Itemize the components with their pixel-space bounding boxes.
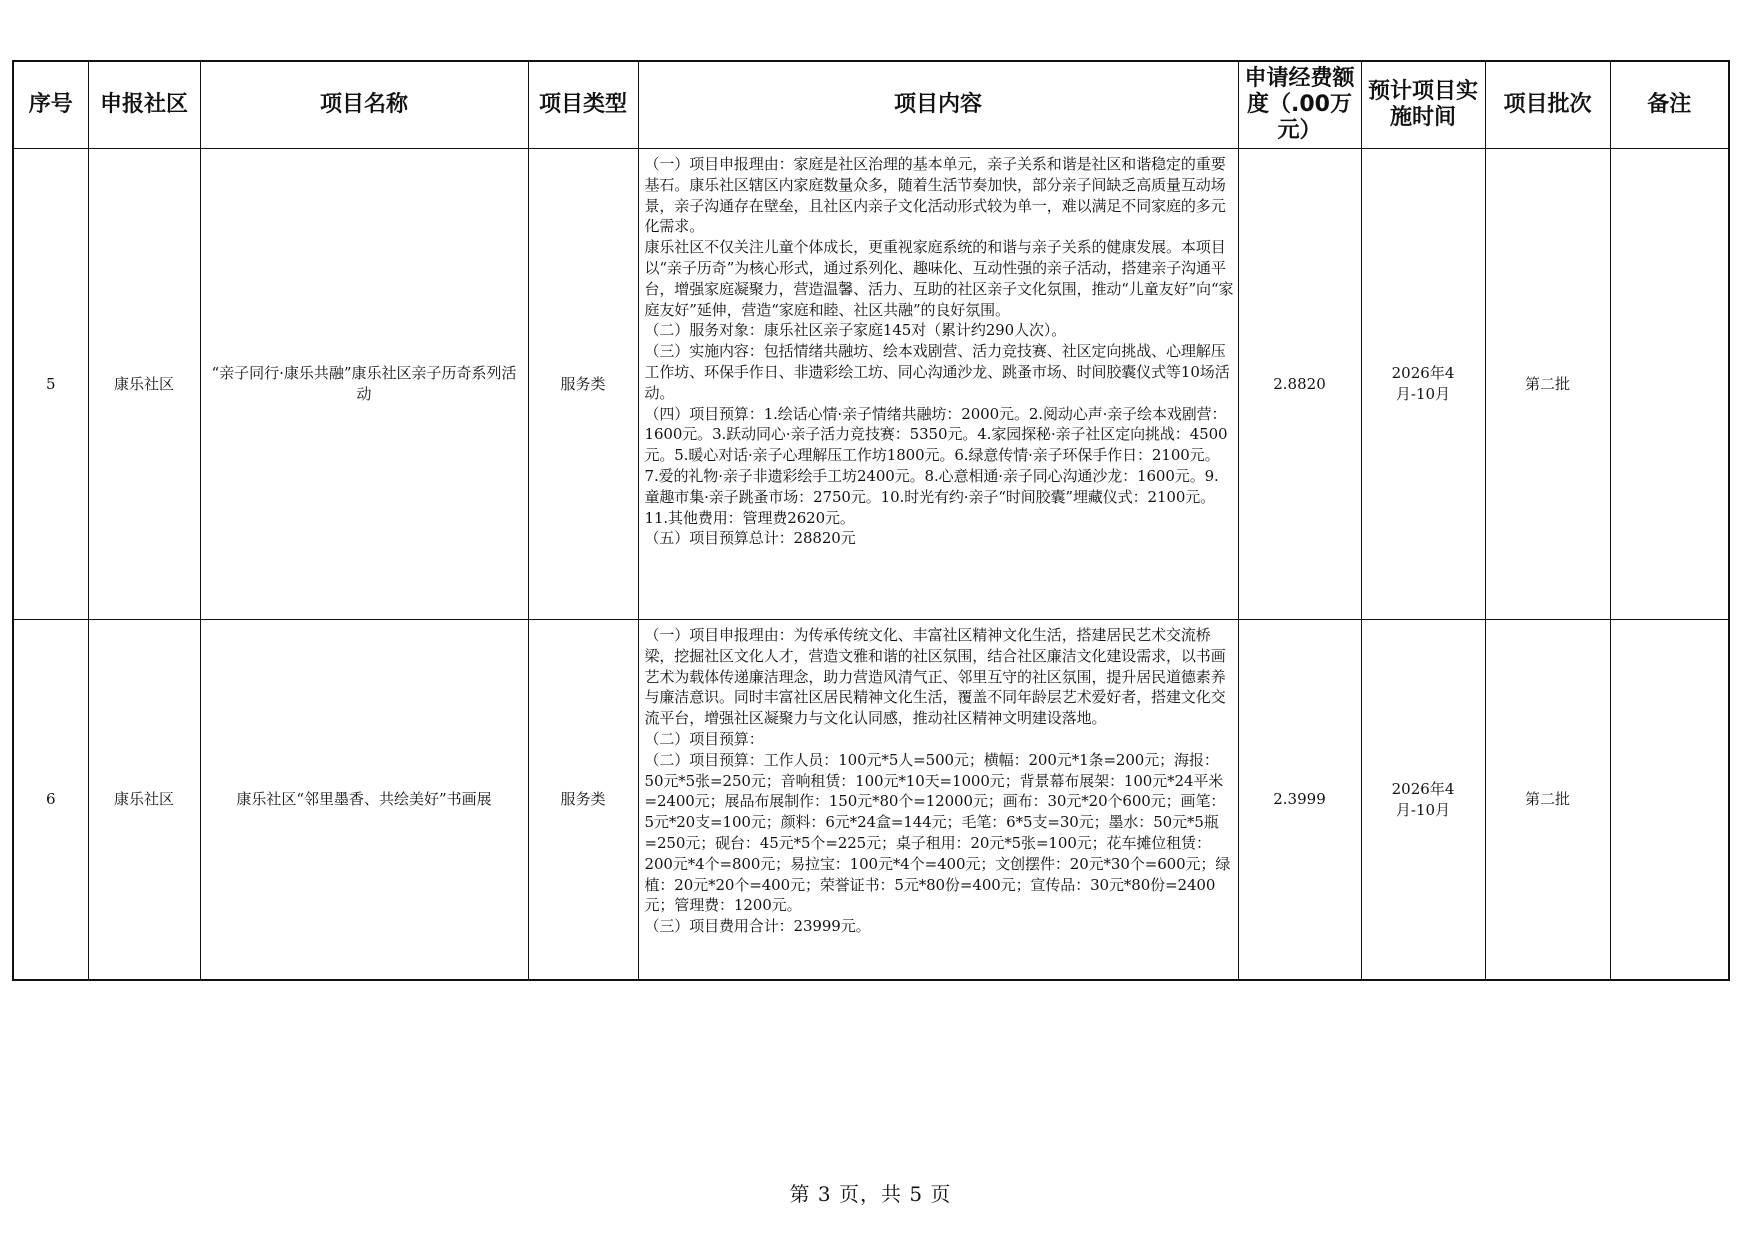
cell-content xyxy=(638,620,1238,981)
cell-type: 服务类 xyxy=(528,620,638,981)
content-paragraph: （一）项目申报理由：为传承传统文化、丰富社区精神文化生活，搭建居民艺术交流桥梁，挖掘社区文化人才，营造文雅和谐的社区氛围，结合社区廉洁文化建设需求，以书画艺术为载体传递廉洁理念，助力营造风清气正、邻里互守的社区氛围，提升居民道德素养与廉洁意识。同时丰富社区居民精神文化生活，覆盖不同年龄层艺术爱好者，搭建文化交流平台，增强社区凝聚力与文化认同感，推动社区精神文明建设落地。 xyxy=(644,626,1226,728)
cell-time: 2026年4月-10月 xyxy=(1361,620,1485,981)
project-table-sheet xyxy=(12,60,1730,981)
content-paragraph: （二）服务对象：康乐社区亲子家庭145对（累计约290人次）。 xyxy=(644,321,1067,340)
cell-batch: 第二批 xyxy=(1485,149,1610,620)
cell-time: 2026年4月-10月 xyxy=(1361,149,1485,620)
cell-amount: 2.3999 xyxy=(1238,620,1361,981)
header-row xyxy=(13,61,1729,149)
content-paragraph: （五）项目预算总计：28820元 xyxy=(644,529,856,548)
table-row xyxy=(13,149,1729,620)
header-content: 项目内容 xyxy=(638,61,1238,149)
cell-name: “亲子同行·康乐共融”康乐社区亲子历奇系列活动 xyxy=(200,149,528,620)
header-type: 项目类型 xyxy=(528,61,638,149)
cell-content xyxy=(638,149,1238,620)
header-batch: 项目批次 xyxy=(1485,61,1610,149)
header-remark: 备注 xyxy=(1610,61,1729,149)
cell-remark xyxy=(1610,620,1729,981)
content-paragraph: （一）项目申报理由：家庭是社区治理的基本单元，亲子关系和谐是社区和谐稳定的重要基石。康乐社区辖区内家庭数量众多，随着生活节奏加快，部分亲子间缺乏高质量互动场景，亲子沟通存在壁垒，且社区内亲子文化活动形式较为单一，难以满足不同家庭的多元化需求。 xyxy=(644,155,1226,236)
cell-remark xyxy=(1610,149,1729,620)
page-number: 第 3 页，共 5 页 xyxy=(789,1182,952,1206)
content-paragraph: （四）项目预算：1.绘话心情·亲子情绪共融坊：2000元。2.阅动心声·亲子绘本戏剧营：1600元。3.跃动同心·亲子活力竞技赛：5350元。4.家园探秘·亲子社区定向挑战：4500元。5.暖心对话·亲子心理解压工作坊1800元。6.绿意传情·亲子环保手作日：2100元。7.爱的礼物·亲子非遗彩绘手工坊2400元。8.心意相通·亲子同心沟通沙龙：1600元。9.童趣市集·亲子跳蚤市场：2750元。10.时光有约·亲子“时间胶囊”埋藏仪式：2100元。11.其他费用：管理费2620元。 xyxy=(644,404,1228,527)
content-paragraph: （二）项目预算：工作人员：100元*5人=500元；横幅：200元*1条=200元；海报：50元*5张=250元；音响租赁：100元*10天=1000元；背景幕布展架：100元*24平米=2400元；展品布展制作：150元*80个=12000元；画布：30元*20个600元；画笔：5元*20支=100元；颜料：6元*24盒=144元；毛笔：6*5支=30元；墨水：50元*5瓶=250元；砚台：45元*5个=225元；桌子租用：20元*5张=100元；花车摊位租赁：200元*4个=800元；易拉宝：100元*4个=400元；文创摆件：20元*30个=600元；绿植：20元*20个=400元；荣誉证书：5元*80份=400元；宣传品：30元*80份=2400元；管理费：1200元。 xyxy=(644,750,1231,915)
cell-no: 6 xyxy=(13,620,88,981)
cell-no: 5 xyxy=(13,149,88,620)
table-row xyxy=(13,620,1729,981)
cell-amount: 2.8820 xyxy=(1238,149,1361,620)
header-name: 项目名称 xyxy=(200,61,528,149)
project-table xyxy=(12,60,1730,981)
header-no: 序号 xyxy=(13,61,88,149)
content-paragraph: （二）项目预算： xyxy=(644,729,764,748)
header-amount: 申请经费额度（.00万元） xyxy=(1238,61,1361,149)
content-paragraph: （三）实施内容：包括情绪共融坊、绘本戏剧营、活力竞技赛、社区定向挑战、心理解压工作坊、环保手作日、非遗彩绘工坊、同心沟通沙龙、跳蚤市场、时间胶囊仪式等10场活动。 xyxy=(644,342,1230,402)
header-time: 预计项目实施时间 xyxy=(1361,61,1485,149)
cell-community: 康乐社区 xyxy=(88,149,200,620)
header-community: 申报社区 xyxy=(88,61,200,149)
cell-batch: 第二批 xyxy=(1485,620,1610,981)
content-paragraph: （三）项目费用合计：23999元。 xyxy=(644,917,871,936)
cell-community: 康乐社区 xyxy=(88,620,200,981)
cell-name: 康乐社区“邻里墨香、共绘美好”书画展 xyxy=(200,620,528,981)
content-paragraph: 康乐社区不仅关注儿童个体成长，更重视家庭系统的和谐与亲子关系的健康发展。本项目以“亲子历奇”为核心形式，通过系列化、趣味化、互动性强的亲子活动，搭建亲子沟通平台，增强家庭凝聚力，营造温馨、活力、互助的社区亲子文化氛围，推动“儿童友好”向“家庭友好”延伸，营造“家庭和睦、社区共融”的良好氛围。 xyxy=(644,238,1234,319)
cell-type: 服务类 xyxy=(528,149,638,620)
